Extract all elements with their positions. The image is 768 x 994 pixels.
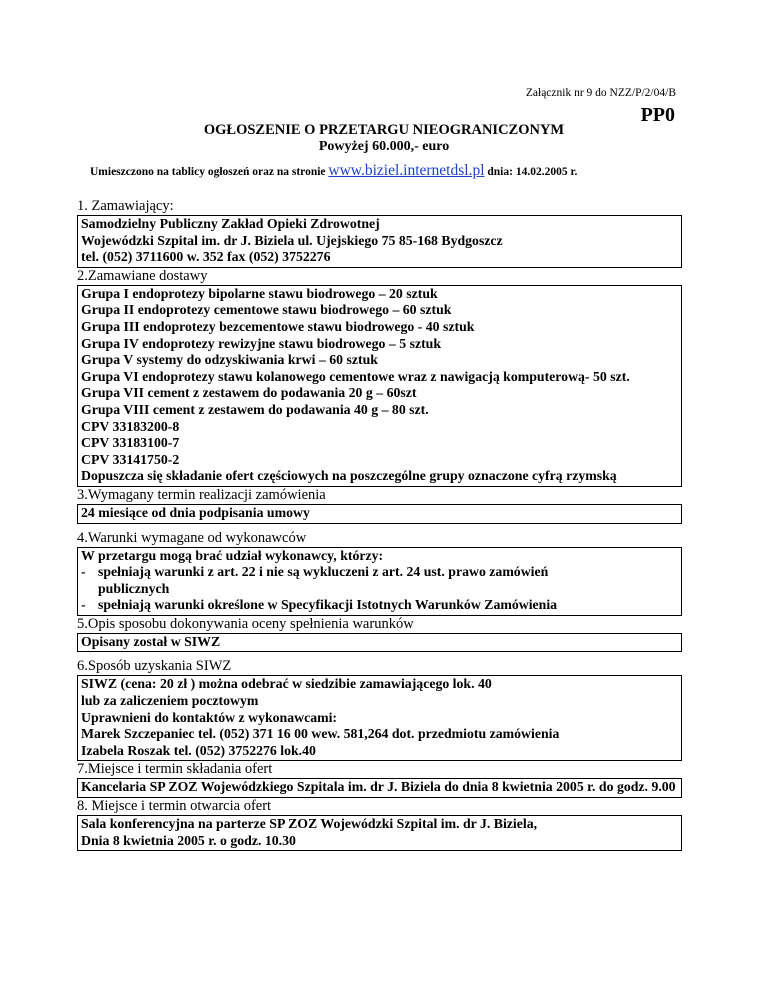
bullet-dash: - xyxy=(81,597,86,613)
section-heading-offer-submission: 7.Miejsce i termin składania ofert xyxy=(77,761,273,778)
bullet-dash: - xyxy=(81,564,86,580)
document-subtitle: Powyżej 60.000,- euro xyxy=(318,139,450,154)
posting-date: dnia: 14.02.2005 r. xyxy=(487,166,578,178)
section-heading-completion-term: 3.Wymagany termin realizacji zamówienia xyxy=(77,486,326,503)
section-box-ordered-supplies xyxy=(77,285,682,487)
section-heading-contracting-authority: 1. Zamawiający: xyxy=(77,198,174,214)
posting-notice xyxy=(90,162,577,180)
text-line: lub za zaliczeniem pocztowym xyxy=(81,693,259,709)
text-line: Samodzielny Publiczny Zakład Opieki Zdrowotnej xyxy=(81,216,380,231)
section-heading-ordered-supplies: 2.Zamawiane dostawy xyxy=(77,267,208,284)
document-code: PP0 xyxy=(640,104,675,126)
group-line: Grupa VI endoprotezy stawu kolanowego cementowe wraz z nawigacją komputerową- 50 szt. xyxy=(81,368,630,384)
tender-sections xyxy=(77,198,682,851)
bullet-continuation: publicznych xyxy=(98,580,170,596)
section-heading-evaluation-method: 5.Opis sposobu dokonywania oceny spełnienia warunków xyxy=(77,615,414,632)
attachment-reference: Załącznik nr 9 do NZZ/P/2/04/B xyxy=(525,87,676,99)
text-line: tel. (052) 3711600 w. 352 fax (052) 3752276 xyxy=(81,249,331,265)
posting-prefix: Umieszczono na tablicy ogłoszeń oraz na stronie xyxy=(90,166,326,178)
website-link[interactable]: www.biziel.internetdsl.pl xyxy=(328,162,485,179)
cpv-code: CPV 33141750-2 xyxy=(81,451,180,467)
text-line: Sala konferencyjna na parterze SP ZOZ Wojewódzki Szpital im. dr J. Biziela, xyxy=(81,816,538,832)
text-line: Kancelaria SP ZOZ Wojewódzkiego Szpitala im. dr J. Biziela do dnia 8 kwietnia 2005 r. do godz. 9.00 xyxy=(81,779,676,795)
bullet-text: spełniają warunki określone w Specyfikacji Istotnych Warunków Zamówienia xyxy=(98,597,558,613)
condition-bullet xyxy=(81,597,678,614)
group-line: Grupa VIII cement z zestawem do podawania 40 g – 80 szt. xyxy=(81,401,429,417)
section-heading-offer-opening: 8. Miejsce i termin otwarcia ofert xyxy=(77,798,272,815)
section-box-contracting-authority xyxy=(77,215,682,268)
cpv-code: CPV 33183100-7 xyxy=(81,435,180,451)
bullet-text: spełniają warunki z art. 22 i nie są wykluczeni z art. 24 ust. prawo zamówień xyxy=(98,564,549,580)
section-box-contractor-conditions xyxy=(77,547,682,616)
group-line: Grupa IV endoprotezy rewizyjne stawu biodrowego – 5 sztuk xyxy=(81,335,442,351)
text-line: Uprawnieni do kontaktów z wykonawcami: xyxy=(81,709,338,725)
group-line: Grupa III endoprotezy bezcementowe stawu biodrowego - 40 sztuk xyxy=(81,318,475,334)
text-line: SIWZ (cena: 20 zł ) można odebrać w siedzibie zamawiającego lok. 40 xyxy=(81,676,492,692)
section-heading-contractor-conditions: 4.Warunki wymagane od wykonawców xyxy=(77,529,307,546)
condition-bullet xyxy=(81,564,678,581)
contact-line: Izabela Roszak tel. (052) 3752276 lok.40 xyxy=(81,742,316,758)
text-line: 24 miesiące od dnia podpisania umowy xyxy=(81,504,310,520)
section-box-offer-opening xyxy=(77,815,682,851)
partial-offers-note: Dopuszcza się składanie ofert częściowych na poszczególne grupy oznaczone cyfrą rzymską xyxy=(81,468,617,484)
text-line: Dnia 8 kwietnia 2005 r. o godz. 10.30 xyxy=(81,832,296,848)
document-title: OGŁOSZENIE O PRZETARGU NIEOGRANICZONYM xyxy=(203,122,565,138)
group-line: Grupa VII cement z zestawem do podawania 20 g – 60szt xyxy=(81,385,417,401)
section-box-completion-term xyxy=(77,504,682,524)
group-line: Grupa V systemy do odzyskiwania krwi – 60 sztuk xyxy=(81,352,378,368)
group-line: Grupa II endoprotezy cementowe stawu biodrowego – 60 sztuk xyxy=(81,302,452,318)
section-heading-siwz-obtaining: 6.Sposób uzyskania SIWZ xyxy=(77,658,232,675)
section-box-siwz-obtaining xyxy=(77,675,682,761)
contact-line: Marek Szczepaniec tel. (052) 371 16 00 wew. 581,264 dot. przedmiotu zamówienia xyxy=(81,726,560,742)
cpv-code: CPV 33183200-8 xyxy=(81,418,180,434)
section-box-evaluation-method xyxy=(77,633,682,653)
conditions-intro: W przetargu mogą brać udział wykonawcy, którzy: xyxy=(81,547,384,563)
text-line: Wojewódzki Szpital im. dr J. Biziela ul. Ujejskiego 75 85-168 Bydgoszcz xyxy=(81,232,503,248)
text-line: Opisany został w SIWZ xyxy=(81,633,221,649)
section-box-offer-submission xyxy=(77,778,682,798)
group-line: Grupa I endoprotezy bipolarne stawu biodrowego – 20 sztuk xyxy=(81,285,438,301)
